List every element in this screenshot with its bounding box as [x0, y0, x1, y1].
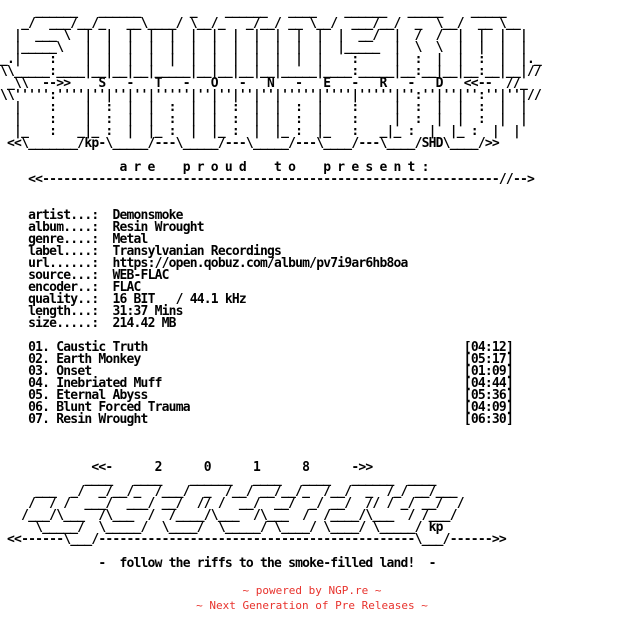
- info-key: length...:: [0, 304, 99, 319]
- track-duration: [06:30]: [463, 412, 513, 427]
- info-key: artist...:: [0, 208, 99, 223]
- info-key: quality..:: [0, 292, 99, 307]
- logo-line: \\_____:____|__|__|__|_____|__|__|__|__|_____|____:_____|__:__|__|__:__|__|//: [0, 64, 542, 79]
- info-key: encoder..:: [0, 280, 99, 295]
- year-logo-line: / / / ___/ ___/ __/ // / __/ __/ _/ __/ // / _/ __/ /: [0, 496, 464, 511]
- info-key: source...:: [0, 268, 99, 283]
- track-number: 05.: [28, 388, 50, 403]
- info-key: url......:: [0, 256, 99, 271]
- logo-line: ______ ______ _ ______ ____ ______ _____ _____: [0, 4, 506, 19]
- track-row: [0, 414, 624, 426]
- track-number: 03.: [28, 364, 50, 379]
- info-value: 16 BIT / 44.1 kHz: [112, 292, 246, 307]
- info-row-size: [0, 318, 624, 330]
- info-value: Resin Wrought: [112, 220, 204, 235]
- stonerd-logo-top: [0, 6, 624, 78]
- track-number: 02.: [28, 352, 50, 367]
- info-value: WEB-FLAC: [112, 268, 169, 283]
- year-logo: [0, 474, 624, 546]
- info-key: genre....:: [0, 232, 99, 247]
- track-number: 07.: [28, 412, 50, 427]
- track-duration: [05:17]: [463, 352, 513, 367]
- group-name-banner: _\\ -->> S - T - O - N - E - R - D <<-- //_: [0, 76, 528, 91]
- info-value: FLAC: [112, 280, 141, 295]
- tracklist: [0, 342, 624, 426]
- track-title: Resin Wrought: [56, 412, 148, 427]
- track-title: Onset: [56, 364, 92, 379]
- present-heading: a r e p r o u d t o p r e s e n t :: [0, 160, 429, 175]
- year-logo-line: \_____/ \_____/ \____/ \_____/ \____/ \____/ \_____/ kp: [0, 520, 443, 535]
- info-value: 31:37 Mins: [112, 304, 183, 319]
- info-value: Metal: [112, 232, 148, 247]
- track-title: Eternal Abyss: [56, 388, 148, 403]
- logo-line: |_ : _|_ : | |_ : | |_ : | |_ : |_ : _|_ : | |_ : | |: [0, 124, 520, 139]
- year-logo-line: <<------\___/---------------------------------------------\___/------>>: [0, 532, 506, 547]
- track-duration: [04:09]: [463, 400, 513, 415]
- logo-line: | : | : | | : | | : | | : | : | : | | : | |: [0, 112, 528, 127]
- tagline: - follow the riffs to the smoke-filled land! -: [0, 556, 436, 571]
- track-duration: [04:12]: [463, 340, 513, 355]
- track-title: Inebriated Muff: [56, 376, 162, 391]
- track-duration: [04:44]: [463, 376, 513, 391]
- logo-line: _.| : | | | | | | | | | | | | : | : | | : | |._: [0, 52, 542, 67]
- stonerd-logo-bottom: [0, 90, 624, 150]
- track-title: Blunt Forced Trauma: [56, 400, 190, 415]
- track-title: Caustic Truth: [56, 340, 148, 355]
- logo-line: <<\_______/kp-\_____/---\_____/---\_____/---\____/---\____/SHD\____/>>: [0, 136, 499, 151]
- info-key: label....:: [0, 244, 99, 259]
- logo-line: | ___ \ | | | | | | | | | | | | | __/ | / / | | | |: [0, 28, 528, 43]
- info-value: https://open.qobuz.com/album/pv7i9ar6hb8oa: [112, 256, 408, 271]
- next-generation-footer: ~ Next Generation of Pre Releases ~: [196, 599, 428, 612]
- info-value: Demonsmoke: [112, 208, 183, 223]
- info-key: size.....:: [0, 316, 99, 331]
- release-info: [0, 210, 624, 330]
- year-logo-line: ____ ____ ______ ____ ____ ______ ____: [0, 472, 436, 487]
- year-line: <<- 2 0 1 8 ->>: [0, 460, 373, 475]
- logo-line: _/ ___/__/_ __\____/ \__/_ _/__/ __ \__/ ___/__/ _ \__/ __ \__: [0, 16, 520, 31]
- powered-by-footer: ~ powered by NGP.re ~: [242, 584, 382, 597]
- year-logo-line: /___/\___ /\___ / /____/\___ /\___ / /____/\___ / /___/: [0, 508, 457, 523]
- track-duration: [01:09]: [463, 364, 513, 379]
- info-value: 214.42 MB: [112, 316, 176, 331]
- track-number: 01.: [28, 340, 50, 355]
- logo-line: | : | : | | : | | : | | : | : | : | | : | |: [0, 100, 528, 115]
- track-title: Earth Monkey: [56, 352, 141, 367]
- track-duration: [05:36]: [463, 388, 513, 403]
- logo-line: \\''''':''''|''|''|''|'''''|''|''|''|''|'''''|''''|'''''|'':''|''|'':''|''|//: [0, 88, 542, 103]
- info-value: Transylvanian Recordings: [112, 244, 282, 259]
- track-number: 04.: [28, 376, 50, 391]
- nfo-document: [0, 6, 624, 570]
- present-arrow: <<-----------------------------------------------------------------//-->: [0, 172, 535, 187]
- year-logo-line: ___ _/ _/__/_ /___/ _ /__/ __/__/_ /__/ _ /_/ __/___: [0, 484, 457, 499]
- track-number: 06.: [28, 400, 50, 415]
- info-key: album....:: [0, 220, 99, 235]
- logo-line: |_____\ | | | | | | | | | | | | |_____ | \ \ | | | |: [0, 40, 528, 55]
